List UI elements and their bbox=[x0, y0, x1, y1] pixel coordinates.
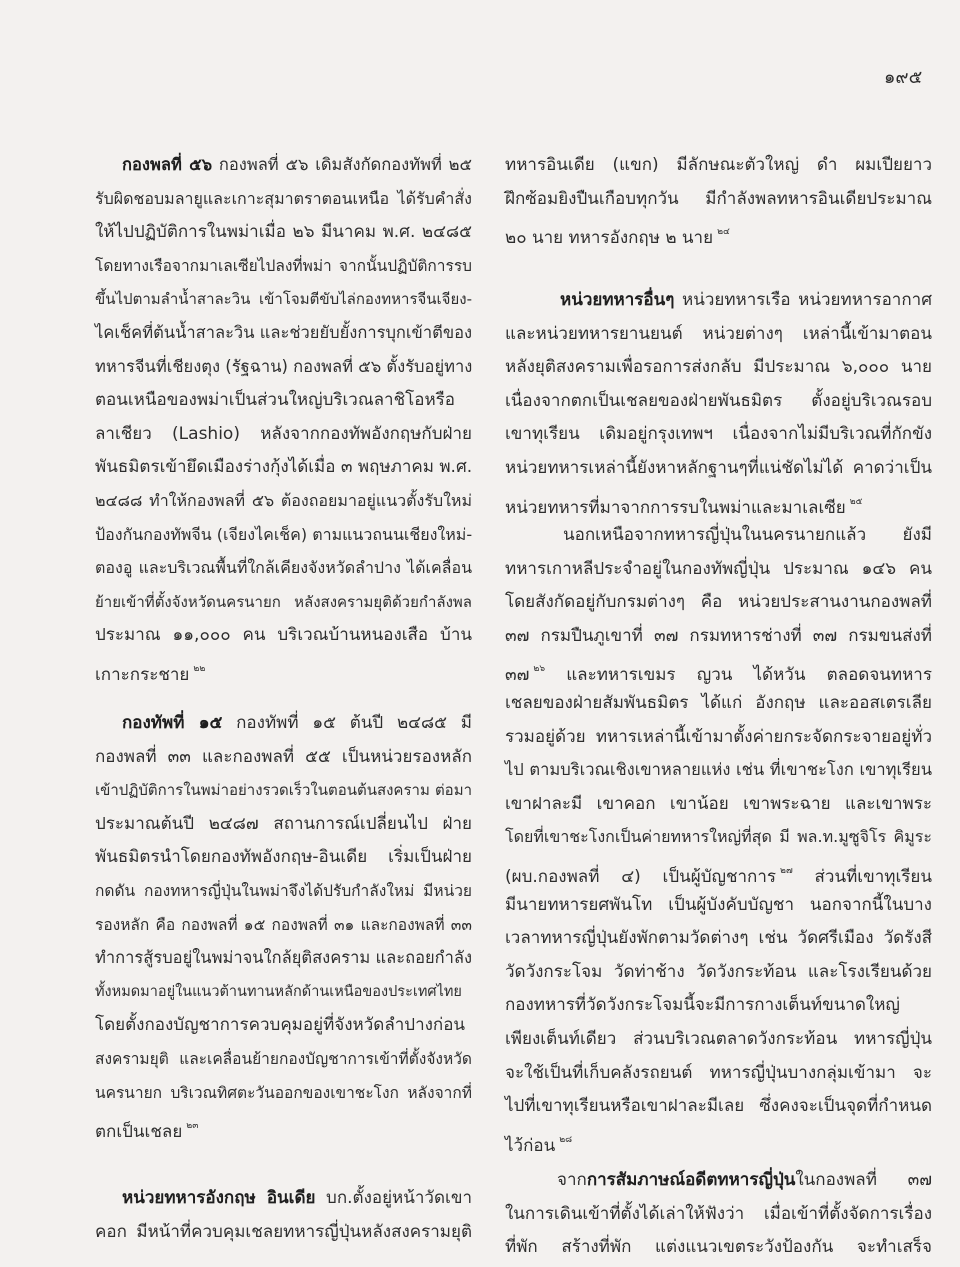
line-text: โดยที่เขาชะโงกเป็นค่ายทหารใหญ่ที่สุด มี พล.ท.มูซูจิโร คิมูระ bbox=[505, 827, 932, 847]
line-text: ในกองพลที่ ๓๗ bbox=[795, 1170, 932, 1190]
text-line bbox=[505, 990, 932, 1020]
line-text: ไว้ก่อน bbox=[505, 1135, 556, 1156]
text-line bbox=[122, 1183, 472, 1213]
text-line bbox=[505, 789, 932, 819]
section-heading: การสัมภาษณ์อดีตทหารญี่ปุ่น bbox=[586, 1170, 796, 1190]
line-text: เขาทุเรียน เดิมอยู่กรุงเทพฯ เนื่องจากไม่มีบริเวณที่กักขัง bbox=[505, 424, 932, 445]
line-text: ให้ไปปฏิบัติการในพม่าเมื่อ ๒๖ มีนาคม พ.ศ. ๒๔๘๕ bbox=[95, 222, 472, 243]
line-text: และทหารเขมร ญวน ได้หวัน ตลอดจนทหาร bbox=[545, 665, 932, 686]
text-line bbox=[95, 1010, 472, 1040]
line-text: ไป ตามบริเวณเชิงเขาหลายแห่ง เช่น ที่เขาชะโงก เขาทุเรียน bbox=[505, 760, 932, 780]
line-text: ทหารอินเดีย (แขก) มีลักษณะตัวใหญ่ ดำ ผมเปียยาว bbox=[505, 155, 932, 175]
text-line bbox=[95, 520, 472, 550]
line-text: พันธมิตรนำโดยกองทัพอังกฤษ-อินเดีย เริ่มเป็นฝ่าย bbox=[95, 847, 472, 868]
text-line bbox=[505, 688, 932, 718]
text-line bbox=[95, 1111, 472, 1147]
text-line bbox=[95, 1044, 472, 1074]
footnote-marker: ๒๕ bbox=[849, 496, 863, 507]
line-text: ฝึกซ้อมยิงปืนเกือบทุกวัน มีกำลังพลทหารอินเดียประมาณ bbox=[505, 188, 932, 209]
line-text: ลาเชียว (Lashio) หลังจากกองทัพอังกฤษกับฝ่าย bbox=[95, 423, 472, 444]
text-line bbox=[505, 654, 932, 690]
text-line bbox=[95, 251, 472, 281]
text-line bbox=[505, 822, 932, 852]
text-line bbox=[505, 217, 932, 253]
line-text: กองพลที่ ๕๖ เดิมสังกัดกองทัพที่ ๒๕ bbox=[212, 155, 473, 174]
text-line bbox=[95, 184, 472, 214]
line-text: โดยสังกัดอยู่กับกรมต่างๆ คือ หน่วยประสานงานกองพลที่ bbox=[505, 592, 932, 613]
line-text: เกาะกระชาย bbox=[95, 665, 190, 685]
text-line bbox=[95, 809, 472, 839]
line-text: จาก bbox=[557, 1170, 587, 1190]
line-text: ๒๐ นาย ทหารอังกฤษ ๒ นาย bbox=[505, 228, 714, 249]
footnote-marker: ๒๔ bbox=[717, 227, 730, 238]
text-line bbox=[505, 1091, 932, 1121]
line-text: ทหารจีนที่เชียงตุง (รัฐฉาน) กองพลที่ ๕๖ ตั้งรับอยู่ทาง bbox=[95, 356, 473, 376]
text-line bbox=[95, 943, 472, 973]
line-text: เพียงเต็นท์เดียว ส่วนบริเวณตลาดวังกระท้อน ทหารญี่ปุ่น bbox=[505, 1029, 932, 1049]
line-text: บก.ตั้งอยู่หน้าวัดเขา bbox=[315, 1188, 472, 1208]
text-line bbox=[505, 150, 932, 180]
line-text: ทั้งหมดมาอยู่ในแนวต้านทานหลักด้านเหนือของประเทศไทย bbox=[95, 983, 462, 1000]
text-line bbox=[95, 284, 472, 314]
text-line bbox=[563, 520, 932, 550]
line-text: มีนายทหารยศพันโท เป็นผู้บังคับบัญชา นอกจากนี้ในบาง bbox=[505, 894, 932, 915]
footnote-marker: ๒๘ bbox=[559, 1134, 573, 1145]
line-text: เวลาทหารญี่ปุ่นยังพักตามวัดต่างๆ เช่น วัดศรีเมือง วัดรังสี bbox=[505, 928, 932, 949]
text-line bbox=[505, 352, 932, 382]
text-line bbox=[505, 587, 932, 617]
line-text: โดยทางเรือจากมาเลเซียไปลงที่พม่า จากนั้นปฏิบัติการรบ bbox=[95, 256, 472, 275]
line-text: คอก มีหน้าที่ควบคุมเชลยทหารญี่ปุ่นหลังสงครามยุติ bbox=[95, 1221, 472, 1242]
line-text: รองหลัก คือ กองพลที่ ๑๕ กองพลที่ ๓๑ และกองพลที่ ๓๓ bbox=[95, 915, 472, 934]
line-text: กองพลที่ ๓๓ และกองพลที่ ๕๕ เป็นหน่วยรองหลัก bbox=[95, 746, 472, 767]
line-text: ย้ายเข้าที่ตั้งจังหวัดนครนายก หลังสงครามยุติด้วยกำลังพล bbox=[95, 592, 472, 611]
footnote-marker: ๒๒ bbox=[193, 664, 206, 674]
line-text: วัดวังกระโจม วัดท่าช้าง วัดวังกระท้อน และโรงเรียนด้วย bbox=[505, 961, 932, 982]
line-text: กองทัพที่ ๑๕ ต้นปี ๒๔๘๕ มี bbox=[222, 713, 473, 733]
line-text: ตกเป็นเชลย bbox=[95, 1122, 183, 1143]
footnote-marker: ๒๓ bbox=[186, 1121, 199, 1132]
line-text: (ผบ.กองพลที่ ๔) เป็นผู้บัญชาการ bbox=[505, 867, 777, 887]
footnote-marker: ๒๖ bbox=[533, 664, 546, 675]
text-line bbox=[95, 977, 472, 1007]
text-line bbox=[95, 419, 472, 449]
line-text: ๒๔๘๘ ทำให้กองพลที่ ๕๖ ต้องถอยมาอยู่แนวตั้งรับใหม่ bbox=[95, 491, 472, 510]
text-line bbox=[95, 654, 472, 690]
line-text: เขาฝาละมี เขาคอก เขาน้อย เขาพระฉาย และเขาพระ bbox=[505, 793, 932, 814]
text-line bbox=[505, 1232, 932, 1262]
section-heading: กองพลที่ ๕๖ bbox=[122, 155, 213, 174]
text-line bbox=[95, 452, 472, 482]
line-text: ทหารเกาหลีประจำอยู่ในกองทัพญี่ปุ่น ประมาณ ๑๔๖ คน bbox=[505, 558, 932, 579]
section-heading: หน่วยทหารอื่นๆ bbox=[560, 290, 675, 310]
line-text: ตอนเหนือของพม่าเป็นส่วนใหญ่บริเวณลาชิโอหรือ bbox=[95, 390, 456, 411]
line-text: โดยตั้งกองบัญชาการควบคุมอยู่ที่จังหวัดลำปางก่อน bbox=[95, 1015, 466, 1036]
text-line bbox=[95, 318, 472, 348]
line-text: กดดัน กองทหารญี่ปุ่นในพม่าจึงได้ปรับกำลังใหม่ มีหน่วย bbox=[95, 882, 472, 900]
text-line bbox=[505, 722, 932, 752]
text-line bbox=[95, 486, 472, 516]
text-line bbox=[505, 1199, 932, 1229]
line-text: นครนายก บริเวณทิศตะวันออกของเขาชะโงก หลังจากที่ bbox=[95, 1083, 472, 1102]
line-text: สงครามยุติ และเคลื่อนย้ายกองบัญชาการเข้าที่ตั้งจังหวัด bbox=[95, 1050, 472, 1068]
text-line bbox=[505, 554, 932, 584]
section-heading: หน่วยทหารอังกฤษ อินเดีย bbox=[122, 1188, 316, 1208]
text-line bbox=[95, 553, 472, 583]
line-text: ๓๗ กรมปืนภูเขาที่ ๓๗ กรมทหารช่างที่ ๓๗ กรมขนส่งที่ bbox=[505, 625, 932, 646]
text-line bbox=[505, 319, 932, 349]
line-text: ตองอู และบริเวณพื้นที่ใกล้เคียงจังหวัดลำปาง ได้เคลื่อน bbox=[95, 558, 472, 578]
text-line bbox=[505, 957, 932, 987]
text-line bbox=[122, 150, 472, 180]
text-line bbox=[505, 923, 932, 953]
page-number: ๑๙๕ bbox=[884, 67, 923, 88]
text-line bbox=[505, 1125, 932, 1161]
text-line bbox=[95, 775, 472, 805]
line-text: ๓๗ bbox=[505, 665, 530, 686]
line-text: ประมาณ ๑๑,๐๐๐ คน บริเวณบ้านหนองเสือ บ้าน bbox=[95, 625, 472, 646]
line-text: ที่พัก สร้างที่พัก แต่งแนวเขตระวังป้องกัน จะทำเสร็จ bbox=[505, 1237, 932, 1258]
text-line bbox=[560, 285, 932, 315]
line-text: กองทหารที่วัดวังกระโจมนี้จะมีการกางเต็นท์ขนาดใหญ่ bbox=[505, 995, 900, 1016]
text-line bbox=[95, 842, 472, 872]
text-line bbox=[505, 1024, 932, 1054]
text-line bbox=[505, 755, 932, 785]
text-line bbox=[505, 1058, 932, 1088]
line-text: ป้องกันกองทัพจีน (เจียงไคเช็ค) ตามแนวถนนเชียงใหม่- bbox=[95, 524, 473, 544]
footnote-marker: ๒๗ bbox=[780, 866, 793, 876]
text-line bbox=[95, 742, 472, 772]
text-line bbox=[505, 487, 932, 523]
text-line bbox=[505, 386, 932, 416]
line-text: ในการเดินเข้าที่ตั้งได้เล่าให้ฟังว่า เมื่อเข้าที่ตั้งจัดการเรื่อง bbox=[505, 1203, 932, 1224]
text-line bbox=[95, 1217, 472, 1247]
line-text: หน่วยทหารที่มาจากการรบในพม่าและมาเลเซีย bbox=[505, 497, 846, 518]
text-line bbox=[95, 876, 472, 906]
text-line bbox=[95, 217, 472, 247]
line-text: จะใช้เป็นที่เก็บคลังรถยนต์ ทหารญี่ปุ่นบางกลุ่มเข้ามา จะ bbox=[505, 1062, 932, 1083]
text-line bbox=[557, 1165, 932, 1195]
line-text: และหน่วยทหารยานยนต์ หน่วยต่างๆ เหล่านี้เข้ามาตอน bbox=[505, 323, 932, 344]
line-text: ขึ้นไปตามลำน้ำสาละวิน เข้าโจมตีขับไล่กองทหารจีนเจียง- bbox=[95, 290, 472, 309]
line-text: ไคเช็คที่ต้นน้ำสาละวิน และช่วยยับยั้งการบุกเข้าตีของ bbox=[95, 323, 473, 342]
text-line bbox=[505, 453, 932, 483]
line-text: เนื่องจากตกเป็นเชลยของฝ่ายพันธมิตร ตั้งอยู่บริเวณรอบ bbox=[505, 390, 932, 411]
line-text: ประมาณต้นปี ๒๔๘๗ สถานการณ์เปลี่ยนไป ฝ่าย bbox=[95, 813, 472, 834]
text-line bbox=[95, 352, 472, 382]
line-text: เชลยของฝ่ายสัมพันธมิตร ได้แก่ อังกฤษ และออสเตรเลีย bbox=[505, 693, 932, 713]
text-line bbox=[505, 890, 932, 920]
line-text: ทำการสู้รบอยู่ในพม่าจนใกล้ยุติสงคราม และถอยกำลัง bbox=[95, 948, 473, 968]
text-line bbox=[95, 587, 472, 617]
section-heading: กองทัพที่ ๑๕ bbox=[122, 713, 223, 733]
text-line bbox=[505, 419, 932, 449]
line-text: ไปที่เขาทุเรียนหรือเขาฝาละมีเลย ซึ่งคงจะเป็นจุดที่กำหนด bbox=[505, 1096, 932, 1117]
line-text: เข้าปฏิบัติการในพม่าอย่างรวดเร็วในตอนต้นสงคราม ต่อมา bbox=[95, 781, 472, 800]
text-line bbox=[122, 708, 472, 738]
line-text: หลังยุติสงครามเพื่อรอการส่งกลับ มีประมาณ ๖,๐๐๐ นาย bbox=[505, 357, 932, 378]
line-text: นอกเหนือจากทหารญี่ปุ่นในนครนายกแล้ว ยังมี bbox=[563, 525, 932, 545]
text-line bbox=[505, 184, 932, 214]
line-text: หน่วยทหารเรือ หน่วยทหารอากาศ bbox=[674, 290, 932, 310]
text-line bbox=[505, 621, 932, 651]
text-line bbox=[95, 910, 472, 940]
line-text: รับผิดชอบมลายูและเกาะสุมาตราตอนเหนือ ได้รับคำสั่ง bbox=[95, 188, 472, 208]
line-text: พันธมิตรเข้ายึดเมืองร่างกุ้งได้เมื่อ ๓ พฤษภาคม พ.ศ. bbox=[95, 457, 473, 478]
text-line bbox=[505, 856, 932, 892]
text-line bbox=[95, 385, 472, 415]
text-line bbox=[95, 1078, 472, 1108]
text-line bbox=[95, 620, 472, 650]
line-text: รวมอยู่ด้วย ทหารเหล่านี้เข้ามาตั้งค่ายกระจัดกระจายอยู่ทั่ว bbox=[505, 726, 932, 747]
line-text: ส่วนที่เขาทุเรียน bbox=[792, 867, 932, 887]
line-text: หน่วยทหารเหล่านี้ยังหาหลักฐานๆที่แน่ชัดไม่ได้ คาดว่าเป็น bbox=[505, 458, 932, 478]
